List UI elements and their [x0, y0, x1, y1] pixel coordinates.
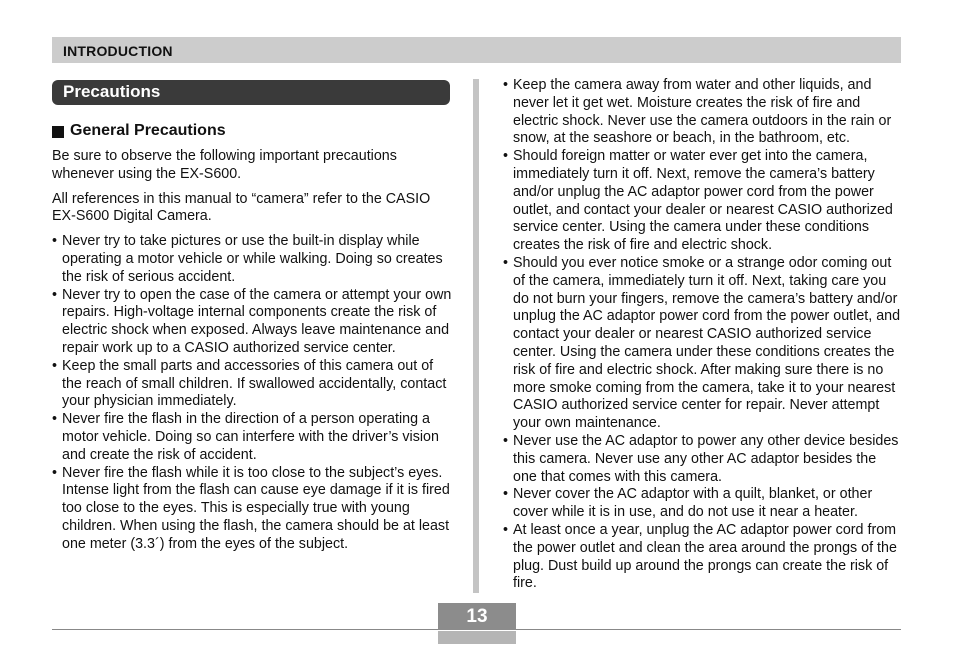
- list-item: [503, 486, 903, 522]
- right-bullet-list: [503, 77, 903, 593]
- section-title-bar: [52, 80, 450, 105]
- list-item-text: At least once a year, unplug the AC adaptor power cord from the power outlet and clean the area around the prongs of the plug. Dust build up around the prongs can create the risk of fire.: [513, 521, 897, 592]
- page-number: 13: [438, 603, 516, 630]
- section-title: Precautions: [63, 82, 161, 101]
- header-bar: [52, 37, 901, 63]
- list-item: [503, 77, 903, 148]
- list-item: [52, 287, 452, 358]
- intro-paragraph-1: Be sure to observe the following important precautions whenever using the EX-S600.: [52, 148, 397, 182]
- bullet-icon: •: [52, 357, 58, 374]
- black-square-icon: [52, 126, 64, 138]
- list-item: [52, 411, 452, 464]
- header-section-label: INTRODUCTION: [63, 43, 173, 59]
- list-item-text: Should foreign matter or water ever get into the camera, immediately turn it off. Next, remove the camera’s battery and/or unplug the AC adaptor power cord from the power outlet, and contact your dealer or nearest CASIO authorized service center. Using the camera under these conditions creates the risk of fire and electric shock.: [513, 148, 893, 254]
- list-item-text: Never fire the flash in the direction of a person operating a motor vehicle. Doing so can interfere with the driver’s vision and create the risk of accident.: [62, 411, 439, 463]
- page-tab-base: [438, 631, 516, 644]
- list-item-text: Never fire the flash while it is too close to the subject’s eyes. Intense light from the flash can cause eye damage if it is fired too close to the eyes. This is especially true with young children. When using the flash, the camera should be at least one meter (3.3´) from the eyes of the subject.: [62, 464, 450, 552]
- list-item-text: Never use the AC adaptor to power any other device besides this camera. Never use any other AC adaptor besides the one that comes with this camera.: [513, 432, 899, 485]
- list-item-text: Keep the small parts and accessories of this camera out of the reach of small children. If swallowed accidentally, contact your physician immediately.: [62, 357, 447, 410]
- bullet-icon: •: [503, 486, 509, 503]
- list-item: [503, 148, 903, 255]
- list-item-text: Never try to take pictures or use the built-in display while operating a motor vehicle or while walking. Doing so creates the risk of serious accident.: [62, 233, 443, 285]
- page-number-tab: [438, 603, 516, 644]
- bullet-icon: •: [503, 432, 509, 449]
- bullet-icon: •: [503, 254, 509, 271]
- bullet-icon: •: [52, 286, 58, 303]
- bullet-icon: •: [503, 148, 509, 165]
- bullet-icon: •: [503, 521, 509, 538]
- bullet-icon: •: [52, 411, 58, 428]
- subheading: [52, 122, 226, 140]
- bullet-icon: •: [503, 77, 509, 93]
- right-column: [503, 77, 903, 593]
- left-column: [52, 148, 452, 554]
- list-item-text: Never try to open the case of the camera or attempt your own repairs. High-voltage internal components create the risk of electric shock when exposed. Always leave maintenance and repair work up to a CASIO authorized service center.: [62, 286, 452, 356]
- list-item: [503, 433, 903, 486]
- subheading-text: General Precautions: [70, 122, 226, 139]
- list-item: [503, 255, 903, 433]
- list-item-text: Keep the camera away from water and other liquids, and never let it get wet. Moisture creates the risk of fire and electric shock. Never use the camera outdoors in the rain or snow, at the seashore or beach, in the bathroom, etc.: [513, 77, 892, 147]
- list-item: [52, 465, 452, 554]
- column-divider: [473, 79, 479, 593]
- list-item-text: Should you ever notice smoke or a strange odor coming out of the camera, immediately turn it off. Next, taking care you do not burn your fingers, remove the camera’s battery and/or unplug the AC adaptor power cord from the power outlet, and contact your dealer or nearest CASIO authorized service center. Using the camera under these conditions creates the risk of fire and electric shock. After making sure there is no more smoke coming from the camera, take it to your nearest CASIO authorized service center for repair. Never attempt your own maintenance.: [513, 254, 901, 432]
- bullet-icon: •: [52, 233, 58, 250]
- list-item: [52, 233, 452, 286]
- intro-paragraph-2: All references in this manual to “camera” refer to the CASIO EX-S600 Digital Camera.: [52, 190, 431, 225]
- left-bullet-list: [52, 233, 452, 553]
- list-item-text: Never cover the AC adaptor with a quilt, blanket, or other cover while it is in use, and do not use it near a heater.: [513, 486, 873, 521]
- list-item: [503, 522, 903, 593]
- list-item: [52, 358, 452, 411]
- bullet-icon: •: [52, 464, 58, 481]
